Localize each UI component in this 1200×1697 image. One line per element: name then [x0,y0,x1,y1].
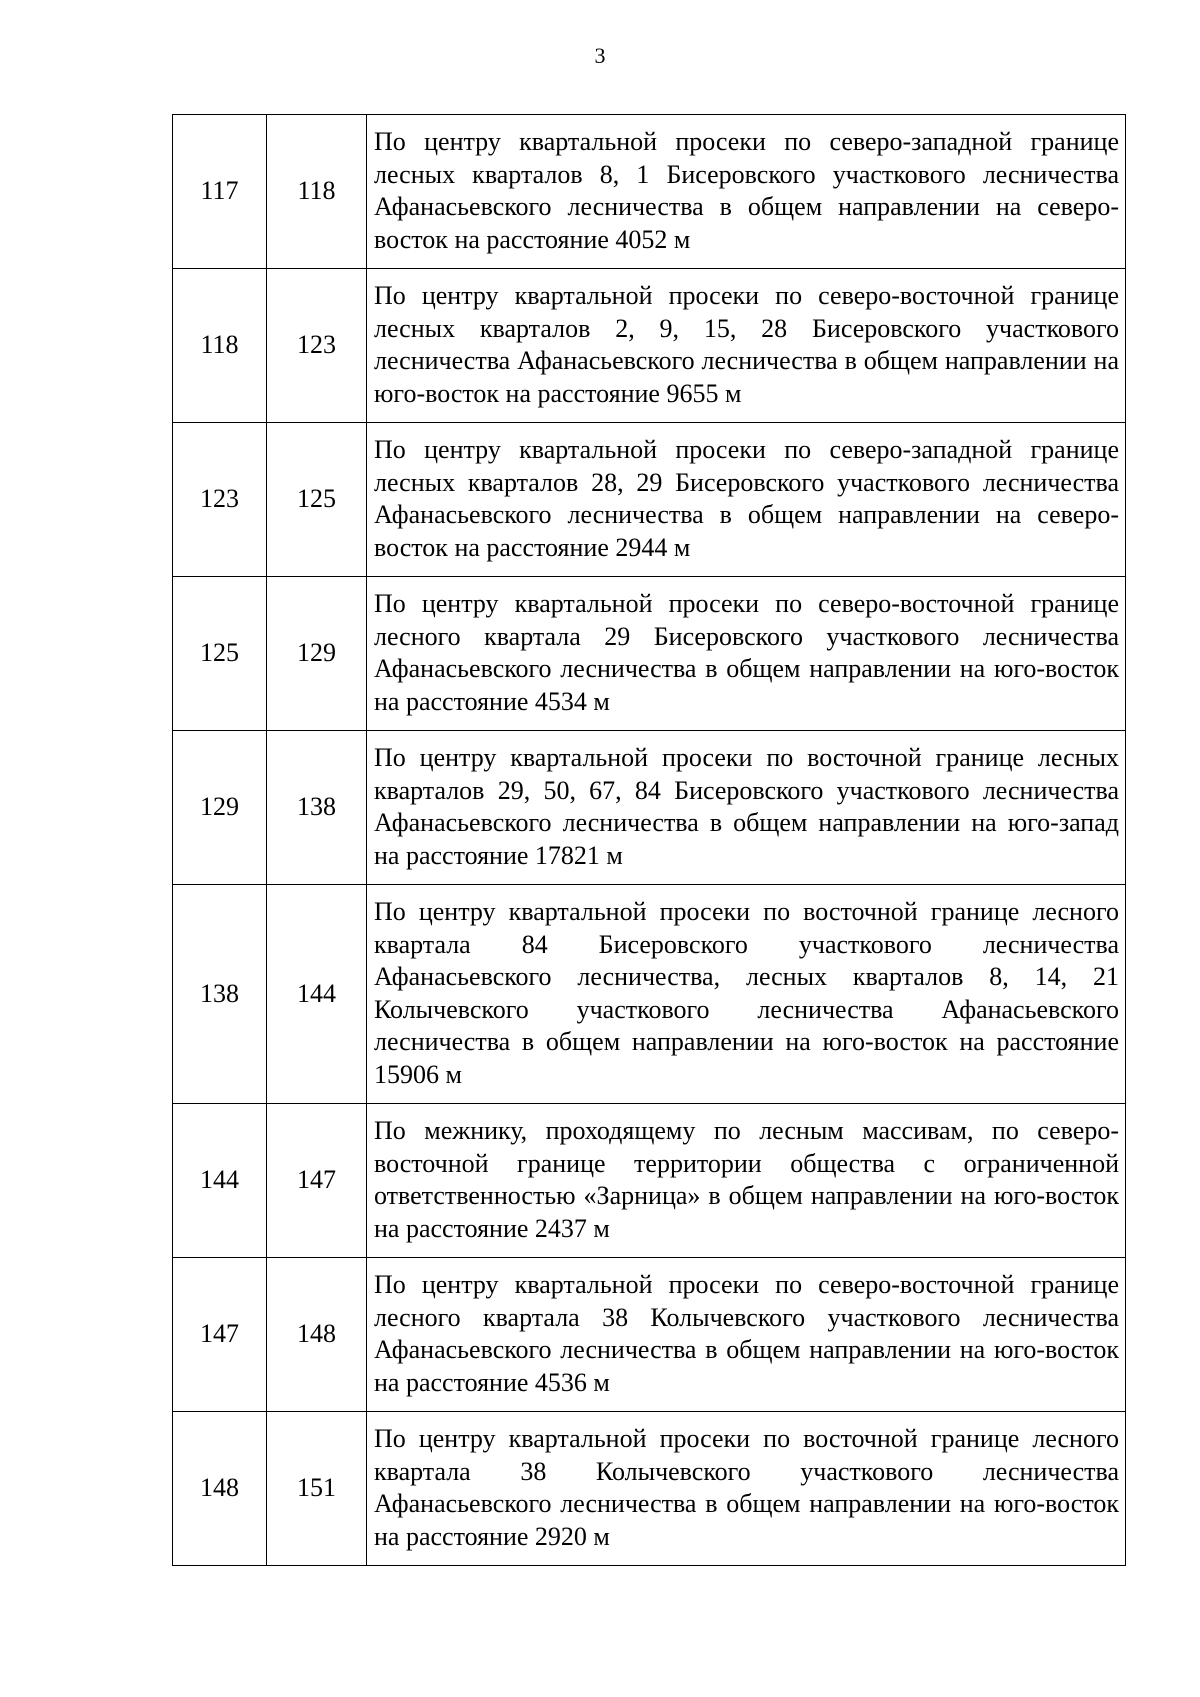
description-cell: По центру квартальной просеки по северо-восточной границе лесного квартала 29 Бисеровского участкового лесничества Афанасьевского лесничества в общем направлении на юго-восток на расстояние 4534 м [367,577,1126,731]
point-from-cell: 144 [173,1104,267,1258]
table-row [173,1104,1126,1258]
point-to-cell: 129 [267,577,367,731]
description-cell: По центру квартальной просеки по восточной границе лесного квартала 38 Колычевского участкового лесничества Афанасьевского лесничества в общем направлении на юго-восток на расстояние 2920 м [367,1412,1126,1566]
table-body [173,115,1126,1566]
point-from-cell: 117 [173,115,267,269]
point-from-cell: 147 [173,1258,267,1412]
table-row [173,731,1126,885]
point-to-cell: 151 [267,1412,367,1566]
table-row [173,115,1126,269]
table-row [173,1412,1126,1566]
point-from-cell: 125 [173,577,267,731]
point-to-cell: 118 [267,115,367,269]
description-cell: По центру квартальной просеки по северо-западной границе лесных кварталов 8, 1 Бисеровского участкового лесничества Афанасьевского лесничества в общем направлении на северо-восток на расстояние 4052 м [367,115,1126,269]
description-cell: По центру квартальной просеки по восточной границе лесных кварталов 29, 50, 67, 84 Бисеровского участкового лесничества Афанасьевского лесничества в общем направлении на юго-запад на расстояние 17821 м [367,731,1126,885]
description-cell: По межнику, проходящему по лесным массивам, по северо-восточной границе территории общества с ограниченной ответственностью «Зарница» в общем направлении на юго-восток на расстояние 2437 м [367,1104,1126,1258]
boundary-description-table [172,114,1126,1566]
page-number: 3 [594,43,606,68]
table-row [173,1258,1126,1412]
table-row [173,577,1126,731]
table-row [173,269,1126,423]
description-cell: По центру квартальной просеки по восточной границе лесного квартала 84 Бисеровского участкового лесничества Афанасьевского лесничества, лесных кварталов 8, 14, 21 Колычевского участкового лесничества Афанасьевского лесничества в общем направлении на юго-восток на расстояние 15906 м [367,885,1126,1104]
description-cell: По центру квартальной просеки по северо-восточной границе лесного квартала 38 Колычевского участкового лесничества Афанасьевского лесничества в общем направлении на юго-восток на расстояние 4536 м [367,1258,1126,1412]
table-row [173,423,1126,577]
point-to-cell: 125 [267,423,367,577]
table-row [173,885,1126,1104]
point-from-cell: 118 [173,269,267,423]
description-cell: По центру квартальной просеки по северо-западной границе лесных кварталов 28, 29 Бисеровского участкового лесничества Афанасьевского лесничества в общем направлении на северо-восток на расстояние 2944 м [367,423,1126,577]
point-from-cell: 148 [173,1412,267,1566]
point-to-cell: 138 [267,731,367,885]
point-to-cell: 147 [267,1104,367,1258]
description-cell: По центру квартальной просеки по северо-восточной границе лесных кварталов 2, 9, 15, 28 Бисеровского участкового лесничества Афанасьевского лесничества в общем направлении на юго-восток на расстояние 9655 м [367,269,1126,423]
point-from-cell: 129 [173,731,267,885]
point-from-cell: 138 [173,885,267,1104]
point-to-cell: 144 [267,885,367,1104]
point-to-cell: 148 [267,1258,367,1412]
point-from-cell: 123 [173,423,267,577]
point-to-cell: 123 [267,269,367,423]
